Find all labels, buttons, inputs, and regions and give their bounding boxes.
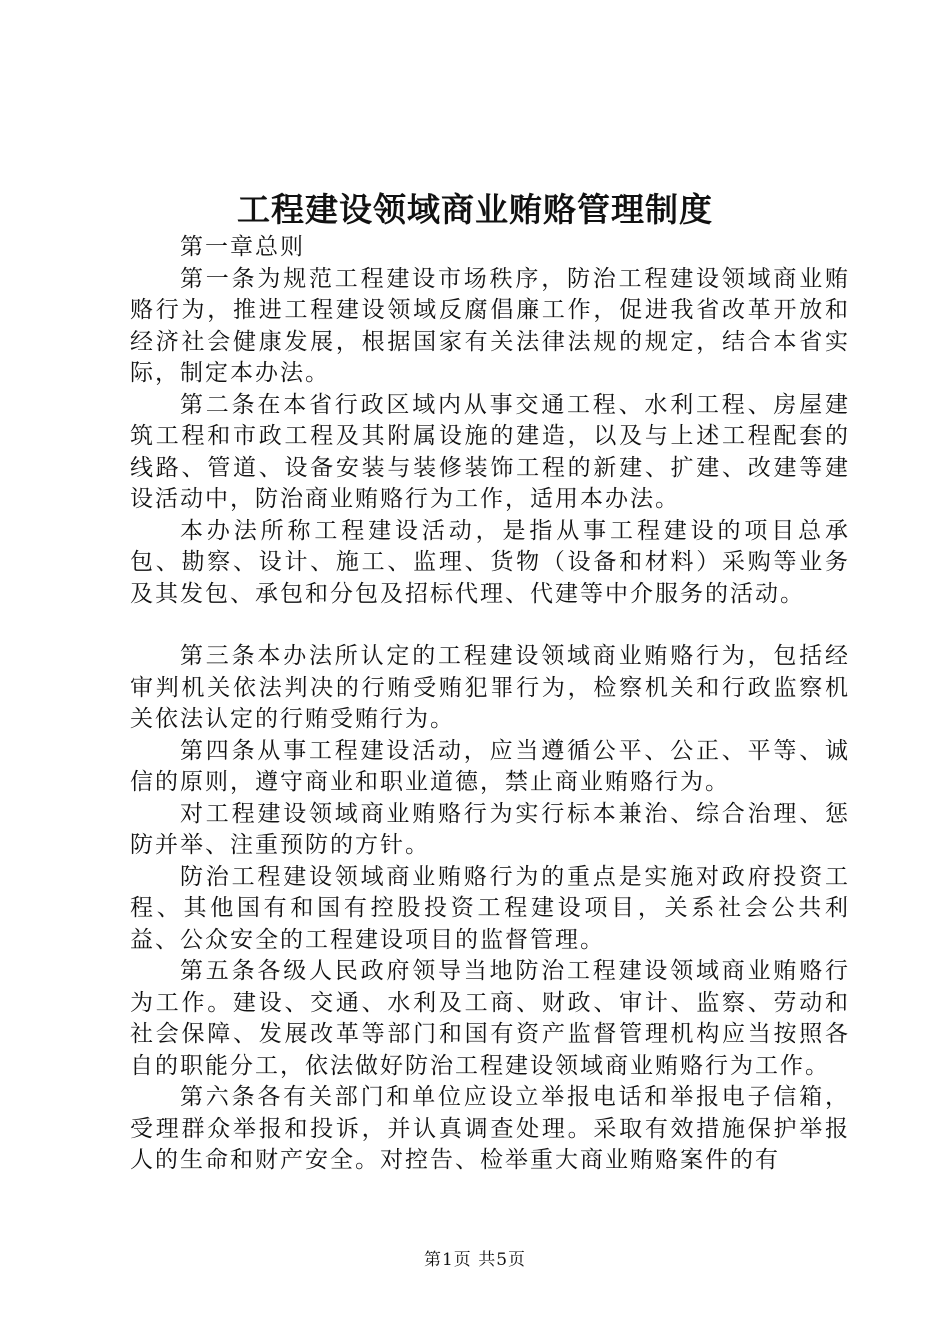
article-2: 第二条在本省行政区域内从事交通工程、水利工程、房屋建筑工程和市政工程及其附属设施的建造，以及与上述工程配套的线路、管道、设备安装与装修装饰工程的新建、扩建、改建等建设活动中，防治商业贿赂行为工作，适用本办法。 xyxy=(130,391,850,512)
document-title: 工程建设领域商业贿赂管理制度 xyxy=(237,190,713,229)
page-number-footer: 第1页 共5页 xyxy=(423,1250,527,1270)
article-4-focus: 防治工程建设领域商业贿赂行为的重点是实施对政府投资工程、其他国有和国有控股投资工程建设项目，关系社会公共利益、公众安全的工程建设项目的监督管理。 xyxy=(130,863,850,953)
article-5: 第五条各级人民政府领导当地防治工程建设领域商业贿赂行为工作。建设、交通、水利及工商、财政、审计、监察、劳动和社会保障、发展改革等部门和国有资产监督管理机构应当按照各自的职能分工，依法做好防治工程建设领域商业贿赂行为工作。 xyxy=(130,958,850,1079)
document-body xyxy=(130,232,850,1177)
article-1: 第一条为规范工程建设市场秩序，防治工程建设领域商业贿赂行为，推进工程建设领域反腐倡廉工作，促进我省改革开放和经济社会健康发展，根据国家有关法律法规的规定，结合本省实际，制定本办法。 xyxy=(130,265,850,386)
article-6: 第六条各有关部门和单位应设立举报电话和举报电子信箱，受理群众举报和投诉，并认真调查处理。采取有效措施保护举报人的生命和财产安全。对控告、检举重大商业贿赂案件的有 xyxy=(130,1084,850,1173)
article-2-definition: 本办法所称工程建设活动，是指从事工程建设的项目总承包、勘察、设计、施工、监理、货物（设备和材料）采购等业务及其发包、承包和分包及招标代理、代建等中介服务的活动。 xyxy=(130,517,850,607)
article-4-policy: 对工程建设领域商业贿赂行为实行标本兼治、综合治理、惩防并举、注重预防的方针。 xyxy=(130,800,850,858)
chapter-heading: 第一章总则 xyxy=(180,234,305,260)
article-3: 第三条本办法所认定的工程建设领域商业贿赂行为，包括经审判机关依法判决的行贿受贿犯罪行为，检察机关和行政监察机关依法认定的行贿受贿行为。 xyxy=(130,643,850,732)
article-4: 第四条从事工程建设活动，应当遵循公平、公正、平等、诚信的原则，遵守商业和职业道德，禁止商业贿赂行为。 xyxy=(130,737,850,795)
